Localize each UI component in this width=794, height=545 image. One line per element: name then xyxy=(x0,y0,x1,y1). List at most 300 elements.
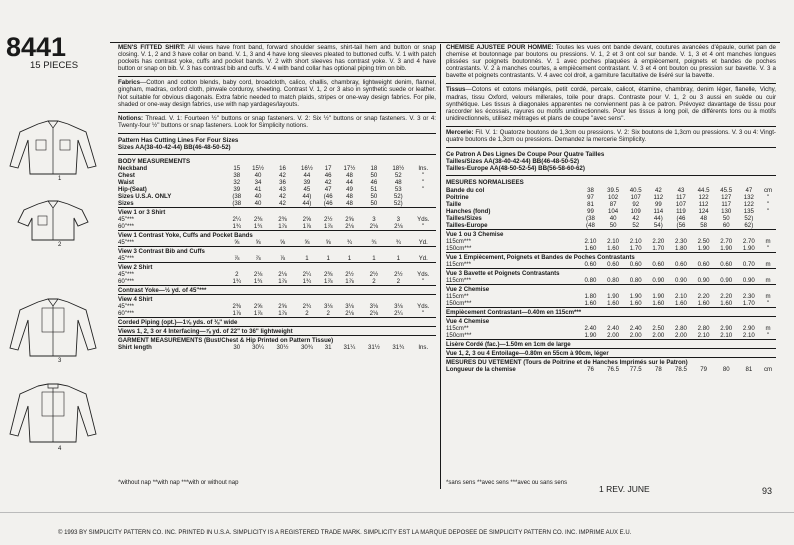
english-column xyxy=(118,44,436,351)
table-cell: 1¾ xyxy=(302,278,312,286)
section-heading: Vue 2 Chemise xyxy=(446,284,776,293)
divider xyxy=(118,76,436,77)
body-measurements-heading: BODY MEASUREMENTS xyxy=(118,158,191,166)
table-cell: 43 xyxy=(279,186,286,194)
table-row xyxy=(118,303,436,310)
table-cell: 31½ xyxy=(367,344,380,352)
sizes-line: Sizes AA(38-40-42-44) BB(46-48-50-52) xyxy=(118,144,231,152)
row-unit xyxy=(411,193,436,200)
table-cell: 30¾ xyxy=(300,344,313,352)
table-cell: ⅝ xyxy=(279,239,286,247)
table-cell: 54) xyxy=(653,221,663,229)
table-cell: 135 xyxy=(743,207,754,215)
table-cell: 1.60 xyxy=(720,299,733,307)
table-cell: 2⅜ xyxy=(323,271,333,279)
table-cell: 78 xyxy=(654,365,662,373)
row-unit: m xyxy=(765,324,771,332)
row-label: Tailles/Sizes xyxy=(446,214,482,222)
table-cell: 44) xyxy=(302,193,312,201)
row-unit: Yds. xyxy=(417,216,430,224)
section-heading-row xyxy=(446,357,776,366)
table-cell: 2.00 xyxy=(607,331,620,339)
table-cell: 2½ xyxy=(369,271,379,279)
description-title: CHEMISE AJUSTEE POUR HOMME: xyxy=(446,44,554,51)
table-cell: 46 xyxy=(324,172,332,180)
table-cell: 2⅜ xyxy=(232,303,242,311)
row-label: Taille xyxy=(446,200,462,208)
table-cell: 1 xyxy=(305,255,309,263)
notions-title: Notions: xyxy=(118,114,144,122)
row-unit: " xyxy=(422,278,425,286)
table-cell: 1.90 xyxy=(629,292,642,300)
table-cell: 0.60 xyxy=(584,260,597,268)
table-cell: 0.90 xyxy=(720,276,733,284)
table-cell: 2½ xyxy=(345,271,354,279)
table-cell: 39 xyxy=(233,186,241,194)
table-cell: ⅞ xyxy=(279,255,286,263)
table-cell: 1.60 xyxy=(607,244,620,252)
section-heading: Corded Piping (opt.)—1⅝ yds. of ⅜" wide xyxy=(118,318,436,327)
row-unit: " xyxy=(766,200,770,208)
row-label: Sizes xyxy=(118,200,134,208)
row-unit: " xyxy=(422,186,425,194)
notions xyxy=(446,129,776,143)
table-cell: 2⅝ xyxy=(345,216,354,224)
table-cell: 53 xyxy=(394,186,402,194)
section-heading: Vue 1 ou 3 Chemise xyxy=(446,229,776,238)
row-unit: " xyxy=(422,310,425,318)
row-label: Poitrine xyxy=(446,193,469,201)
table-cell: 0.90 xyxy=(675,276,687,284)
table-cell: 2.20 xyxy=(720,292,733,300)
section-heading-row xyxy=(446,268,776,277)
table-cell: 132 xyxy=(743,193,754,201)
row-label: 115cm*** xyxy=(446,237,471,245)
table-cell: 87 xyxy=(609,200,617,208)
table-cell: 49 xyxy=(346,186,353,194)
row-label: 150cm*** xyxy=(446,299,472,307)
table-cell: 30 xyxy=(233,344,241,352)
section-heading: Contrast Yoke—½ yd. of 45"*** xyxy=(118,286,436,295)
table-cell: 2.50 xyxy=(697,237,710,245)
section-heading: View 2 Shirt xyxy=(118,263,436,272)
table-row xyxy=(118,200,436,208)
divider xyxy=(446,175,776,176)
table-cell: 1.80 xyxy=(584,292,597,300)
table-row xyxy=(118,278,436,286)
table-row xyxy=(446,300,776,308)
description xyxy=(446,44,776,79)
table-cell: 1.60 xyxy=(584,244,597,252)
row-unit: m xyxy=(765,237,771,245)
table-cell: (38 xyxy=(232,200,242,208)
table-cell: 44) xyxy=(653,214,663,222)
table-cell: 2.00 xyxy=(675,331,687,339)
section-heading: View 4 Shirt xyxy=(118,295,436,304)
section-heading: Empiècement Contrastant—0.40m en 115cm*** xyxy=(446,307,776,316)
row-unit xyxy=(411,200,436,208)
section-heading: Views 1, 2, 3 or 4 Interfacing—⅞ yd. of 22" to 36" lightweight xyxy=(118,327,436,336)
row-unit: Ins. xyxy=(418,165,429,173)
table-cell: 17½ xyxy=(343,165,356,173)
table-cell: 42 xyxy=(279,193,286,201)
sizes-line-europe: Tailles-Europe AA(48-50-52-54) BB(56-58-60-62) xyxy=(446,165,585,173)
table-cell: 1.90 xyxy=(652,292,665,300)
row-unit: m xyxy=(765,276,771,284)
table-cell: 52 xyxy=(632,221,640,229)
table-cell: 42 xyxy=(279,172,286,180)
row-label: 115cm*** xyxy=(446,276,471,284)
notions-text: Fil. V. 1: Quatorze boutons de 1,3cm ou pressions. V. 2: Six boutons de 1,3cm ou pressions. V. 3 ou 4: Vingt-quatre boutons de 1,3cm ou pressions. Demandez la mercerie Simplicity. xyxy=(446,128,776,144)
notions-text: Thread. V. 1: Fourteen ½" buttons or snap fasteners. V. 2: Six ½" buttons or snap fasteners. V. 3 or 4: Twenty-four ½" buttons or snap fasteners. Look for Simplicity notions. xyxy=(118,114,436,129)
table-cell: (56 xyxy=(676,221,686,229)
table-cell: 1.90 xyxy=(607,292,620,300)
section-heading-row xyxy=(446,348,776,357)
table-cell: 1.90 xyxy=(697,244,710,252)
section-heading-row xyxy=(446,316,776,325)
table-cell: 1 xyxy=(347,255,352,263)
table-cell: 77.5 xyxy=(629,365,642,373)
table-cell: 40 xyxy=(254,193,262,201)
table-cell: 42 xyxy=(324,179,332,187)
table-cell: 40 xyxy=(254,200,262,208)
table-cell: 2⅛ xyxy=(253,271,263,279)
section-heading: MESURES DU VETEMENT (Tours de Poitrine et de Hanches Imprimés sur le Patron) xyxy=(446,357,776,366)
table-cell: 60 xyxy=(722,221,730,229)
table-row xyxy=(446,187,776,194)
table-cell: 119 xyxy=(676,207,686,215)
table-row xyxy=(446,261,776,269)
row-label: Tailles-Europe xyxy=(446,221,488,229)
table-cell: 0.80 xyxy=(629,276,642,284)
table-cell: 2⅛ xyxy=(278,271,287,279)
table-cell: 0.60 xyxy=(629,260,642,268)
section-heading-row xyxy=(446,284,776,293)
row-label: 45"*** xyxy=(118,303,135,311)
table-cell: 42 xyxy=(654,186,662,194)
table-cell: 1.70 xyxy=(629,244,642,252)
fabrics xyxy=(118,79,436,107)
table-row xyxy=(446,245,776,253)
table-cell: 1⅞ xyxy=(253,310,263,318)
page-number: 93 xyxy=(762,486,773,496)
table-cell: 52) xyxy=(393,193,403,201)
table-cell: 2.20 xyxy=(697,292,710,300)
table-cell: 2⅝ xyxy=(253,303,263,311)
row-unit: m xyxy=(765,260,771,268)
table-cell: 117 xyxy=(676,193,686,201)
table-cell: 2.10 xyxy=(742,331,755,339)
table-cell: 38 xyxy=(587,186,594,194)
table-cell: 1 xyxy=(396,255,401,263)
divider xyxy=(446,126,776,127)
row-label: 60"*** xyxy=(118,310,135,318)
section-heading-row xyxy=(118,295,436,304)
table-cell: 31¾ xyxy=(392,344,405,352)
table-cell: 2¼ xyxy=(302,271,312,279)
table-cell: 1¾ xyxy=(232,223,242,231)
table-cell: 30¼ xyxy=(252,344,264,352)
table-cell: 2⅛ xyxy=(345,310,354,318)
table-row xyxy=(118,179,436,186)
row-label: 45"*** xyxy=(118,216,135,224)
row-unit: " xyxy=(766,193,770,201)
row-unit: " xyxy=(422,172,425,180)
table-cell: 39.5 xyxy=(607,186,620,194)
table-cell: ⅞ xyxy=(234,255,240,263)
table-cell: 2⅝ xyxy=(278,303,287,311)
row-label: Neckband xyxy=(118,165,148,173)
table-cell: 0.90 xyxy=(697,276,710,284)
row-unit: " xyxy=(766,244,770,252)
section-heading-row xyxy=(118,336,436,345)
section-heading-row xyxy=(118,327,436,336)
table-cell: 2¼ xyxy=(394,310,403,318)
table-cell: 97 xyxy=(587,193,594,201)
table-cell: 2¾ xyxy=(302,303,312,311)
row-label: Sizes U.S.A. ONLY xyxy=(118,193,172,201)
row-label: 45"*** xyxy=(118,271,135,279)
table-cell: 2.90 xyxy=(742,324,755,332)
table-cell: 0.80 xyxy=(584,276,597,284)
table-cell: 1¾ xyxy=(232,278,242,286)
row-unit: Yd. xyxy=(418,255,428,263)
table-cell: 2.70 xyxy=(742,237,755,245)
row-label: 115cm** xyxy=(446,292,469,300)
table-cell: 1⅞ xyxy=(232,310,242,318)
body-measurements-heading: MESURES NORMALISEES xyxy=(446,179,524,187)
table-cell: 2.80 xyxy=(675,324,687,332)
table-row xyxy=(118,172,436,179)
row-label: 45"*** xyxy=(118,239,135,247)
row-label: 150cm*** xyxy=(446,244,472,252)
table-cell: 15½ xyxy=(252,165,264,173)
table-cell: ¾ xyxy=(346,239,353,247)
row-unit: " xyxy=(766,331,770,339)
table-cell: 76.5 xyxy=(607,365,620,373)
view-number: 4 xyxy=(58,446,62,452)
table-cell: 81 xyxy=(587,200,594,208)
cutting-lines-note: Pattern Has Cutting Lines For Four Sizes xyxy=(118,136,239,144)
table-cell: 48 xyxy=(394,179,402,187)
row-label: Hanches (fond) xyxy=(446,207,491,215)
table-cell: 48 xyxy=(346,172,353,180)
table-cell: 2.70 xyxy=(720,237,733,245)
table-cell: 104 xyxy=(607,207,619,215)
table-cell: 50 xyxy=(609,221,617,229)
table-cell: 2½ xyxy=(323,216,333,224)
table-row xyxy=(446,201,776,208)
table-cell: 2.10 xyxy=(584,237,597,245)
table-cell: 1.60 xyxy=(607,299,620,307)
copyright-notice: © 1993 BY SIMPLICITY PATTERN CO. INC. PRINTED IN U.S.A. SIMPLICITY IS A REGISTERED TRADE MARK. SIMPLICITY EST LA MARQUE DEPOSEE DE SIMPLICITY PATTERN CO. INC. IMPRIME AUX E.U. xyxy=(58,530,632,536)
bottom-rule xyxy=(0,512,794,513)
table-cell: 2¼ xyxy=(232,216,242,224)
table-cell: 114 xyxy=(653,207,664,215)
table-cell: 1.60 xyxy=(584,299,597,307)
table-cell: 18½ xyxy=(392,165,405,173)
row-unit xyxy=(760,215,776,222)
table-row xyxy=(118,310,436,318)
notions-title: Mercerie: xyxy=(446,128,474,136)
table-cell: 62) xyxy=(744,221,754,229)
fabrics xyxy=(446,86,776,121)
table-cell: 112 xyxy=(698,200,709,208)
table-cell: 109 xyxy=(630,207,641,215)
table-cell: 122 xyxy=(743,200,754,208)
table-cell: 1⅞ xyxy=(323,278,333,286)
section-heading: Vue 4 Chemise xyxy=(446,316,776,325)
table-row xyxy=(118,223,436,231)
table-cell: 1 xyxy=(326,255,330,263)
table-cell: ¾ xyxy=(371,239,377,247)
row-label: Chest xyxy=(118,172,135,180)
table-cell: 99 xyxy=(587,207,594,215)
table-cell: 1.60 xyxy=(652,299,665,307)
table-cell: 1.80 xyxy=(675,244,687,252)
table-cell: 2.10 xyxy=(607,237,620,245)
fabrics-title: Fabrics xyxy=(118,79,141,87)
table-row xyxy=(118,344,436,351)
english-footnote: *without nap **with nap ***with or without nap xyxy=(118,480,239,486)
table-cell: 79 xyxy=(700,365,707,373)
description-title: MEN'S FITTED SHIRT: xyxy=(118,44,186,51)
table-cell: 2.10 xyxy=(697,331,710,339)
row-unit: Yds. xyxy=(417,303,430,311)
fabrics-text: —Cotton and cotton blends, baby cord, broadcloth, calico, challis, chambray, lightweight denim, flannel, gingham, madras, oxford cloth, pinwale corduroy, sheeting. Contrast V. 1, 2 or 3 also in synthetic suede or leather. Not suitable for obvious diagonals. Extra fabric needed to match plaids, stripes or one-way design fabrics. For pile, shaded or one-way design fabrics, use with nap yardages/layouts. xyxy=(118,79,436,108)
row-label: 60"*** xyxy=(118,223,135,231)
description-text: All views have front band, forward shoulder seams, shirt-tail hem and button or snap closing. V. 1, 2 and 3 have collar on band. V. 1, 3 and 4 have long sleeves pleated to buttoned cuffs. V. 1 with patch pockets has contrast yoke, cuffs and pocket bands. V. 2 with short sleeves has contrast yoke. V. 3 and 4 have button or snap on bib. V. 3 has contrast bib and cuffs. V. 4 with band collar has optional piping trim on bib. xyxy=(118,44,436,73)
table-cell: (46 xyxy=(323,200,333,208)
table-cell: 122 xyxy=(698,193,709,201)
sizes-line: Tailles/Sizes AA(38-40-42-44) BB(46-48-50-52) xyxy=(446,158,580,166)
table-cell: 130 xyxy=(721,207,732,215)
table-cell: ⅝ xyxy=(255,239,261,247)
table-cell: 2 xyxy=(235,271,239,279)
table-row xyxy=(446,208,776,215)
table-cell: 46 xyxy=(370,179,378,187)
table-cell: 124 xyxy=(698,207,709,215)
section-heading: View 1 or 3 Shirt xyxy=(118,208,436,217)
table-cell: 1¾ xyxy=(253,223,263,231)
view-number: 3 xyxy=(58,358,62,364)
table-cell: ¾ xyxy=(395,239,401,247)
table-cell: 58 xyxy=(700,221,707,229)
table-cell: 1.60 xyxy=(629,299,642,307)
table-cell: (48 xyxy=(586,221,595,229)
view-number: 2 xyxy=(58,242,62,248)
table-cell: 40 xyxy=(609,214,617,222)
table-cell: 1.90 xyxy=(584,331,597,339)
table-cell: 81 xyxy=(745,365,753,373)
table-cell: 2.20 xyxy=(652,237,665,245)
table-cell: 45 xyxy=(303,186,311,194)
table-cell: 2.30 xyxy=(675,237,687,245)
section-heading: Vue 3 Bavette et Poignets Contrastants xyxy=(446,268,776,277)
table-row xyxy=(446,277,776,285)
table-cell: ⅝ xyxy=(325,239,331,247)
table-cell: 76 xyxy=(587,365,594,373)
top-rule xyxy=(110,42,780,43)
table-cell: 0.60 xyxy=(720,260,733,268)
row-label: 115cm** xyxy=(446,324,469,332)
table-cell: (46 xyxy=(676,214,686,222)
table-cell: 80 xyxy=(722,365,730,373)
table-cell: 2⅝ xyxy=(302,216,312,224)
row-label: Waist xyxy=(118,179,135,187)
table-row xyxy=(446,325,776,332)
divider xyxy=(118,112,436,113)
table-cell: 47 xyxy=(745,186,753,194)
notions xyxy=(118,115,436,129)
table-row xyxy=(118,186,436,193)
table-cell: 2 xyxy=(396,278,401,286)
section-heading-row xyxy=(446,339,776,348)
table-cell: ⅞ xyxy=(255,255,261,263)
table-cell: 2.90 xyxy=(720,324,733,332)
table-cell: ⅝ xyxy=(234,239,240,247)
table-cell: 17 xyxy=(324,165,332,173)
table-cell: 1⅞ xyxy=(302,223,312,231)
table-cell: 112 xyxy=(653,193,664,201)
table-row xyxy=(118,165,436,172)
table-cell: 1 xyxy=(372,255,376,263)
table-cell: 1¾ xyxy=(253,278,263,286)
table-cell: 1⅞ xyxy=(278,278,287,286)
row-label: Longueur de la chemise xyxy=(446,365,516,373)
section-heading-row xyxy=(446,229,776,238)
row-label: Shirt length xyxy=(118,344,152,352)
table-cell: 2.40 xyxy=(629,324,642,332)
table-cell: 2.80 xyxy=(697,324,710,332)
row-unit: Yds. xyxy=(417,271,430,279)
table-cell: 127 xyxy=(721,193,732,201)
table-cell: 52 xyxy=(394,172,402,180)
table-cell: 44) xyxy=(302,200,312,208)
table-cell: 3 xyxy=(396,216,401,224)
table-cell: 40 xyxy=(254,172,262,180)
table-cell: 39 xyxy=(303,179,311,187)
table-cell: 50 xyxy=(370,200,378,208)
table-cell: 44 xyxy=(303,172,311,180)
view-4-sketch xyxy=(8,380,98,444)
section-heading-row xyxy=(118,318,436,327)
table-cell: 2.00 xyxy=(629,331,642,339)
french-footnote: *sans sens **avec sens ***avec ou sans sens xyxy=(446,480,568,486)
view-1-sketch xyxy=(8,118,98,176)
table-cell: 44 xyxy=(346,179,353,187)
table-cell: 2⅛ xyxy=(369,223,379,231)
table-cell: (38 xyxy=(586,214,595,222)
row-unit: " xyxy=(766,207,770,215)
table-cell: 48 xyxy=(346,193,353,201)
divider xyxy=(118,154,436,155)
table-cell: 2⅛ xyxy=(394,223,403,231)
table-cell: 36 xyxy=(279,179,286,187)
table-row xyxy=(446,215,776,222)
table-cell: 0.90 xyxy=(742,276,755,284)
table-cell: 15 xyxy=(233,165,241,173)
table-cell: 3⅛ xyxy=(394,303,403,311)
table-cell: 16½ xyxy=(300,165,313,173)
table-row xyxy=(446,366,776,373)
table-cell: 31 xyxy=(324,344,332,352)
table-cell: 1.90 xyxy=(742,244,755,252)
row-unit: " xyxy=(422,179,425,187)
row-unit: cm xyxy=(764,186,773,194)
row-unit: Yd. xyxy=(418,239,428,247)
table-cell: 107 xyxy=(630,193,641,201)
